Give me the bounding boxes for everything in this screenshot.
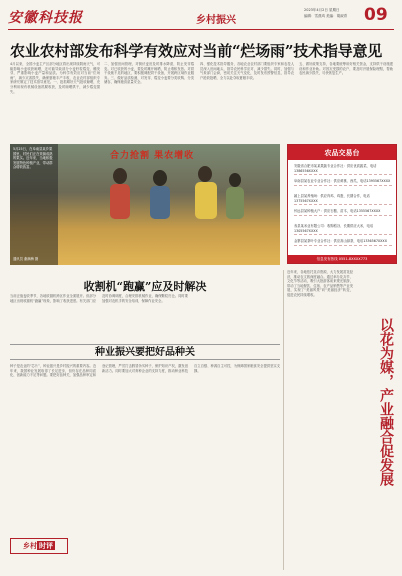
main-headline: 农业农村部发布科学有效应对当前“烂场雨”技术指导意见	[10, 42, 383, 60]
lead-article-col2: 二、加强田间管理，对倒伏麦田及时排水降渍，防止发芽霉变。对已收获的小麦，要及时摊开晾晒，防止堆积发热。对烘干设施不足的地区，要积极调配烘干设备，开展跨区域作业服务。三、做好品质检测，对发芽、霉变小麦要分类收购、分类储存，确保粮食质量安全。	[104, 62, 194, 85]
trading-box-title: 农品交易台	[288, 145, 396, 160]
page-number: 09	[364, 5, 388, 25]
news-photo	[10, 144, 280, 265]
side-headline: 以花为媒，产业融合促发展	[378, 318, 394, 486]
issue-date: 2023年4月2日 星期日	[304, 8, 340, 12]
editor-line: 编辑：雪燕鸡 美编：胡淑青	[304, 14, 348, 18]
sub-headline-seed-industry: 种业振兴要把好品种关	[10, 344, 280, 360]
trading-info-box	[287, 144, 397, 264]
trading-item: 阜南县某农业专业合作社：供应黄桃、西瓜，电话1395567XXXX	[294, 179, 392, 186]
trading-item: 怀远县某种植大户：供应石榴、苗木，电话1355567XXXX	[294, 209, 392, 216]
trading-item: 寿县某米业有限公司：收购稻谷、长期供应大米，电话1305567XXXX	[294, 224, 392, 235]
photo-title: 合力抢割 果农增收	[110, 151, 195, 161]
masthead	[8, 4, 394, 30]
section-name: 乡村振兴	[196, 15, 236, 26]
column-logo	[10, 538, 68, 554]
trading-box-footer: 信息发布热线 0551-8XXXX773	[288, 255, 396, 263]
trading-item: 颍上县某养殖场：供应肉鸡、鸡蛋，长期合作，电话1375567XXXX	[294, 194, 392, 205]
photo-caption	[10, 144, 58, 265]
photo-caption-text: 5月25日，在阜南县某乡果园里，村民们正在采摘成熟的果实。近年来，当地积极发展特色种植产业，带动群众增收致富。	[13, 147, 53, 170]
column-logo-suffix: 时评	[39, 541, 53, 550]
lead-article-col4: 五、做好政策支持，各地要统筹用好相关资金，支持烘干设施建设和作业补助。对因灾受损的农户，要及时开展保险理赔，帮助农民减少损失，尽快恢复生产。	[299, 62, 393, 76]
photo-people-illustration	[100, 164, 250, 224]
sub-headline-harvester: 收割机“跑赢”应及时解决	[83, 280, 207, 293]
trading-item: 金寨县某茶叶专业合作社：供应高山绿茶，电话1336567XXXX	[294, 239, 392, 246]
lead-article-col3: 四、强化技术指导服务，各地农业农村部门要组织专家和农技人员深入田间地头，指导农民科学应对，减少损失。同时，加强与气象部门会商，密切关注天气变化，及时发布预警信息，指导农户抢收抢晒，全力以赴夺取夏粮丰收。	[200, 62, 294, 80]
paper-name: 安徽科技报	[8, 10, 83, 26]
column-divider	[283, 270, 284, 570]
side-article-text: 近年来，各地依托花卉资源，大力发展赏花经济，推动农文旅深度融合。通过举办花卉节、文化节等活动，吸引大批游客前来观光旅游，带动了当地餐饮、住宿、农产品销售等产业发展，实现了“美丽风景”向“美丽经济”转变，促进农民持续增收。	[287, 270, 353, 297]
photo-credit: 通讯员 谢满梅 摄	[13, 257, 39, 262]
trading-item: 安徽省合肥市某某果蔬专业合作社：供应优质蔬菜，电话1386556XXXX	[294, 164, 392, 175]
sub-article-seed-text: 种子是农业的“芯片”，种业振兴是乡村振兴的重要内容。近年来，我国种业发展取得了长足进步，但仍存在品种同质化、创新能力不足等问题。要把好品种关，加强品种审定和登记管理，严厉打击假冒伪劣种子，保护知识产权，激发创新活力。同时要加大对育种企业的支持力度，推动种业科技自立自强、种源自主可控，为保障国家粮食安全提供坚实支撑。	[10, 364, 280, 378]
sub-article-harvester-text: 当前正值麦收季节，各地收割机跨区作业全面展开。但部分地区出现收割机“跑赢”现象，影响了收获进度。有关部门应及时协调调度，合理安排机械作业，确保颗粒归仓。同时要加强对农机手的安全培训，保障作业安全。	[10, 294, 188, 303]
column-logo-prefix: 乡村	[23, 541, 37, 550]
lead-article-col1: 4月以来，全国小麦主产区部分地区将出现持续阴雨天气，可能影响小麦收获晾晒，还可能导致部分小麦籽粒霉变、穗发芽，严重影响小麦产量和品质。为科学有效应对当前“烂场雨”，减少灾害损失，确保夏粮丰产丰收，农业农村部组织专家研究制定了技术指导意见。一、抢抓晴好天气抢收晾晒，充分利用现有机械设备抓紧收获，及时晾晒烘干，减少霉变损失。	[10, 62, 100, 94]
